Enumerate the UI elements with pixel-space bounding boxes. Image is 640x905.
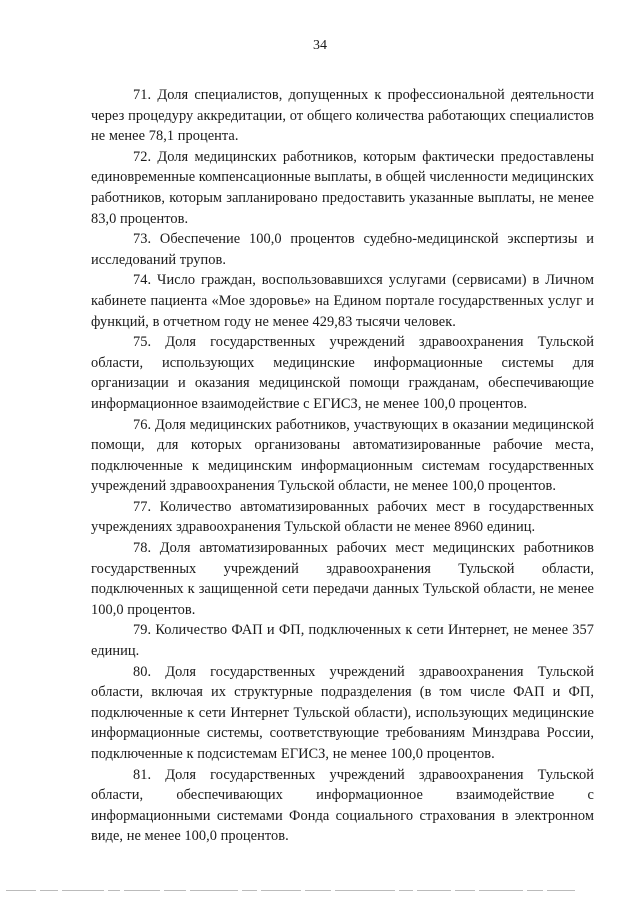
paragraph-74: 74. Число граждан, воспользовавшихся услугами (сервисами) в Личном кабинете пациента «Мое здоровье» на Едином портале государственных услуг и функций, в отчетном году не менее 429,83 тысячи человек.: [91, 272, 594, 330]
scan-artifact-line: [0, 886, 640, 894]
page-number: 34: [313, 38, 327, 53]
paragraph-81: 81. Доля государственных учреждений здравоохранения Тульской области, обеспечивающих информационное взаимодействие с информационными системами Фонда социального страхования в электронном виде, не менее 100,0 процентов.: [91, 766, 594, 845]
paragraph-71: 71. Доля специалистов, допущенных к профессиональной деятельности через процедуру аккредитации, от общего количества работающих специалистов не менее 78,1 процента.: [91, 87, 594, 145]
paragraph-75: 75. Доля государственных учреждений здравоохранения Тульской области, использующих медицинские информационные системы для организации и оказания медицинской помощи гражданам, обеспечивающие информационное взаимодействие с ЕГИСЗ, не менее 100,0 процентов.: [91, 334, 594, 412]
paragraph-73: 73. Обеспечение 100,0 процентов судебно-медицинской экспертизы и исследований трупов.: [91, 231, 594, 268]
paragraph-72: 72. Доля медицинских работников, которым фактически предоставлены единовременные компенсационные выплаты, в общей численности медицинских работников, которым запланировано предоставить указанные выплаты, не менее 83,0 процентов.: [91, 148, 594, 227]
document-body: [91, 85, 594, 847]
paragraph-80: 80. Доля государственных учреждений здравоохранения Тульской области, включая их структурные подразделения (в том числе ФАП и ФП, подключенные к сети Интернет Тульской области), использующих медицинские информационные системы, соответствующие требованиям Минздрава России, подключенные к подсистемам ЕГИСЗ, не менее 100,0 процентов.: [91, 663, 594, 762]
paragraph-76: 76. Доля медицинских работников, участвующих в оказании медицинской помощи, для которых организованы автоматизированные рабочие места, подключенные к медицинским информационным системам государственных учреждений здравоохранения Тульской области, не менее 100,0 процентов.: [91, 416, 594, 495]
paragraph-77: 77. Количество автоматизированных рабочих мест в государственных учреждениях здравоохранения Тульской области не менее 8960 единиц.: [91, 498, 594, 536]
paragraph-78: 78. Доля автоматизированных рабочих мест медицинских работников государственных учреждений здравоохранения Тульской области, подключенных к защищенной сети передачи данных Тульской области, не менее 100,0 процентов.: [91, 540, 594, 618]
paragraph-79: 79. Количество ФАП и ФП, подключенных к сети Интернет, не менее 357 единиц.: [91, 622, 594, 660]
